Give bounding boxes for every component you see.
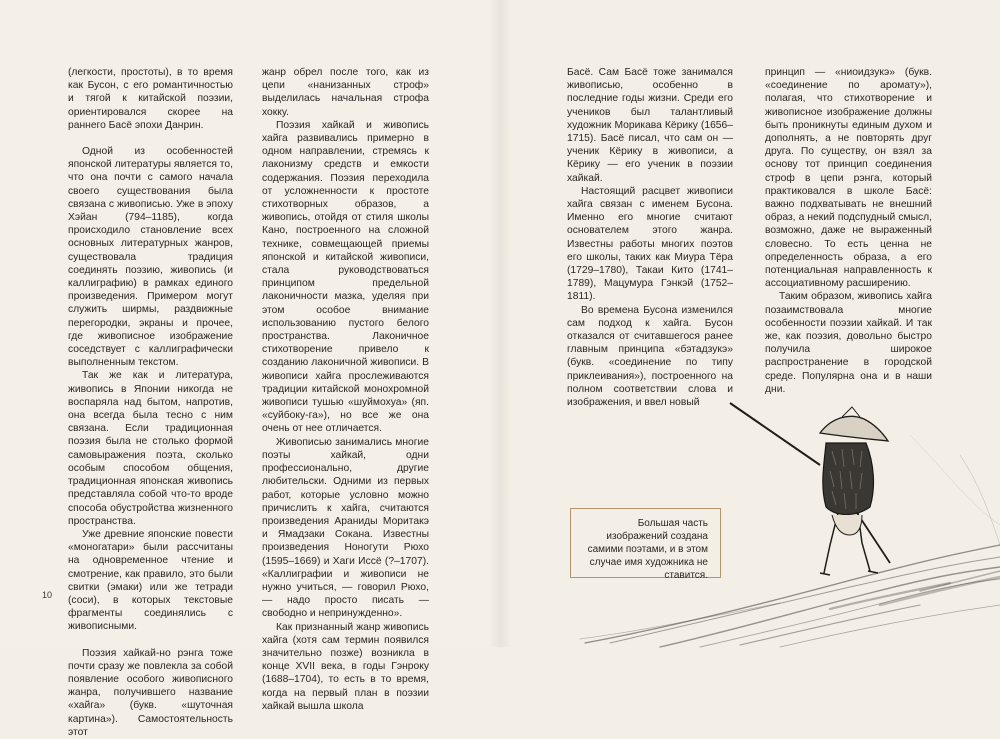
paragraph: Басё. Сам Басё тоже занимался живописью, особенно в последние годы жизни. Среди его учеников был талантливый художник Морикава Кёрику (1656–1715). Басё писал, что сам он — ученик Кёрику в живописи, а Кёрику — его ученик в поэзии хайкай.	[567, 67, 733, 184]
paragraph: Живописью занимались многие поэты хайкай, одни профессионально, другие любительски. Одними из первых работ, которые условно можно причислить к хайга, считаются произведения Араниды Моритакэ и Ямадзаки Сокана. Известны произведения Ноногути Рюхо (1595–1669) и Хаги Иссё (?–1707). «Каллиграфии и живописи не нужно учиться, — говорил Рюхо, — надо просто писать — свободно и непринужденно».	[262, 436, 429, 620]
left-column-1	[68, 66, 233, 739]
paragraph: Во времена Бусона изменился сам подход к хайга. Бусон отказался от считавшегося ранее главным принципа «бэтадзукэ» (букв. «соединение по типу приклеивания»), построенного на полном соответствии слова и изображения, и ввел новый	[567, 304, 733, 409]
page-number: 10	[42, 590, 53, 600]
paragraph: жанр обрел после того, как из цепи «нанизанных строф» выделилась начальная строфа хокку.	[262, 67, 429, 118]
paragraph: Уже древние японские повести «моногатари» были рассчитаны на одновременное чтение и смотрение, как правило, это были свитки (эмаки) или же тетради (соси), в которых текстовые фрагменты соединялись с живописными.	[68, 528, 233, 633]
paragraph: Одной из особенностей японской литературы является то, что она почти с самого начала своего существования была связана с живописью. Уже в эпоху Хэйан (794–1185), когда происходило становление всех основных литературных жанров, существовала традиция соединять поэзию, живопись (и каллиграфию) в рамках единого произведения. Примером могут служить ширмы, раздвижные перегородки, экраны и прочее, где живописное изображение соседствует с каллиграфически выполненным текстом.	[68, 146, 233, 369]
right-column-1	[567, 66, 733, 409]
caption-frame-right	[714, 508, 721, 578]
paragraph: Поэзия хайкай-но рэнга тоже почти сразу же повлекла за собой появление особого живописного жанра, получившего название «хайга» (букв. «шуточная картина»). Самостоятельность этот	[68, 647, 233, 738]
paragraph: принцип — «ниоидзукэ» (букв. «соединение по аромату»), полагая, что стихотворение и живописное изображение должны быть проникнуты единым духом и дополнять, а не повторять друг друга. По существу, он взял за основу тот принцип соединения строф в цепи рэнга, который практиковался в школе Басё: важно подхватывать не внешний образ, а некий подспудный смысл, возможно, даже не выраженный словесно. То есть ценна не определенность образа, а его потенциальная направленность к ассоциативному расширению.	[765, 67, 932, 290]
paragraph: Таким образом, живопись хайга позаимствовала многие особенности поэзии хайкай. И так же, как поэзия, довольно быстро получила широкое распространение в городской среде. Популярна она и в наши дни.	[765, 291, 932, 395]
left-column-2	[262, 66, 429, 713]
book-gutter	[488, 0, 512, 647]
paragraph: Настоящий расцвет живописи хайга связан с именем Бусона. Именно его многие считают основателем этого жанра. Известны работы многих поэтов его школы, таких как Миура Тёра (1729–1780), Такаи Кито (1741–1789), Мацумура Гэнкэй (1752–1811).	[567, 185, 733, 303]
paragraph: Как признанный жанр живопись хайга (хотя сам термин появился значительно позже) возникла в конце XVII века, в годы Гэнроку (1688–1704), то есть в то время, когда на первый план в поэзии хайкай вышла школа	[262, 621, 429, 712]
paragraph: Поэзия хайкай и живопись хайга развивались примерно в одном направлении, стремясь к лаконизму средств и емкости содержания. Поэзия переходила от усложненности к простоте стихотворных образов, а живопись, отойдя от стиля школы Кано, построенного на сложной технике, совмещающей приемы японской и китайской живописи, стала руководствоваться принципом предельной лаконичности мазка, уделяя при этом особое внимание использованию пустого белого пространства. Лаконичное стихотворение привело к созданию лаконичной живописи. В живописи хайга прослеживаются традиции китайской монохромной живописи тушью «шуймохуа» (яп. «суйбоку-га»), но все же она очень от нее отличается.	[262, 119, 429, 435]
paragraph: Так же как и литература, живопись в Японии никогда не воспаряла над бытом, напротив, она всегда была тесно с ним связана. Если традиционная поэзия была не столько формой самовыражения поэта, сколько особым способом общения, традиционная японская живопись представляла собой что-то вроде способа обустройства жизненного пространства.	[68, 370, 233, 527]
right-column-2	[765, 66, 932, 396]
paragraph: (легкости, простоты), в то время как Бусон, с его романтичностью и тягой к китайской поэзии, ориентировался скорее на раннего Басё эпохи Данрин.	[68, 67, 233, 131]
illustration-caption: Большая часть изображений создана самими поэтами, и в этом случае имя художника не ставится.	[587, 518, 708, 581]
